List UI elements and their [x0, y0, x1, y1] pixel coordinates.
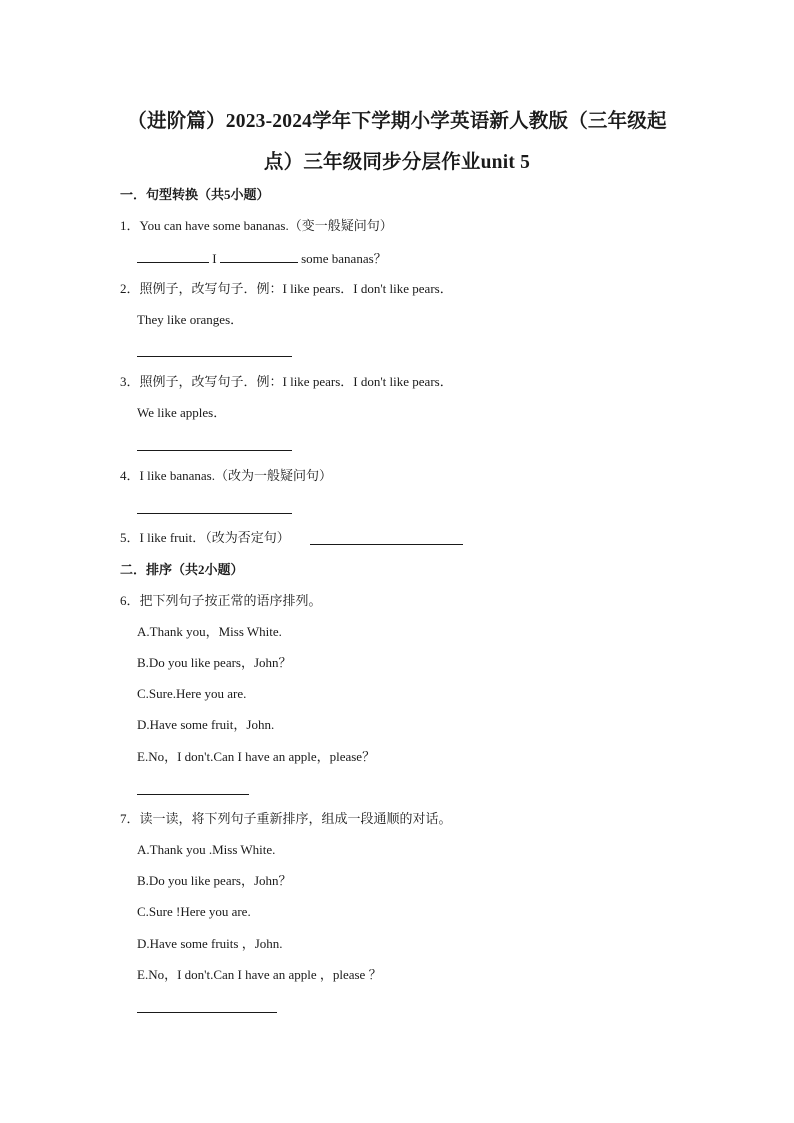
answer-blank[interactable]: [137, 248, 209, 263]
answer-line-6[interactable]: [137, 794, 249, 795]
answer-blank[interactable]: [220, 248, 298, 263]
question-1-fill: [137, 248, 387, 268]
question-7-prompt: 7．读一读，将下列句子重新排序，组成一段通顺的对话。: [120, 811, 452, 826]
question-6-prompt: 6．把下列句子按正常的语序排列。: [120, 593, 322, 608]
question-5-prompt: 5．I like fruit．（改为否定句）: [120, 530, 290, 545]
question-3-prompt: 3．照例子，改写句子．例：I like pears．I don't like pears．: [120, 374, 453, 389]
section-heading-1: 一．句型转换（共5小题）: [120, 187, 270, 202]
section-heading-2: 二．排序（共2小题）: [120, 562, 244, 577]
fill-word: some bananas？: [301, 251, 387, 266]
answer-line-7[interactable]: [137, 1012, 277, 1013]
question-7-option-d: D.Have some fruits ，John.: [137, 936, 283, 951]
question-3-sentence: We like apples．: [137, 405, 227, 420]
answer-line-5[interactable]: [310, 544, 463, 545]
document-title-line2: 点）三年级同步分层作业unit 5: [263, 152, 531, 173]
question-2-prompt: 2．照例子，改写句子．例：I like pears．I don't like pears．: [120, 281, 453, 296]
question-6-option-b: B.Do you like pears，John？: [137, 655, 292, 670]
question-7-option-c: C.Sure !Here you are.: [137, 904, 251, 919]
question-6-option-d: D.Have some fruit，John.: [137, 717, 275, 732]
answer-line-4[interactable]: [137, 513, 292, 514]
fill-word: I: [212, 251, 217, 266]
question-4-prompt: 4．I like bananas.（改为一般疑问句）: [120, 468, 332, 483]
question-7-option-b: B.Do you like pears，John？: [137, 873, 292, 888]
question-6-option-e: E.No，I don't.Can I have an apple，please？: [137, 749, 376, 764]
question-2-sentence: They like oranges．: [137, 312, 244, 327]
question-1-prompt: 1．You can have some bananas.（变一般疑问句）: [120, 218, 393, 233]
document-title-line1: （进阶篇）2023-2024学年下学期小学英语新人教版（三年级起: [127, 111, 667, 132]
question-7-option-a: A.Thank you .Miss White.: [137, 842, 276, 857]
question-7-option-e: E.No，I don't.Can I have an apple ，please ？: [137, 967, 382, 982]
question-6-option-c: C.Sure.Here you are.: [137, 686, 247, 701]
answer-line-3[interactable]: [137, 450, 292, 451]
answer-line-2[interactable]: [137, 356, 292, 357]
question-6-option-a: A.Thank you，Miss White.: [137, 624, 282, 639]
